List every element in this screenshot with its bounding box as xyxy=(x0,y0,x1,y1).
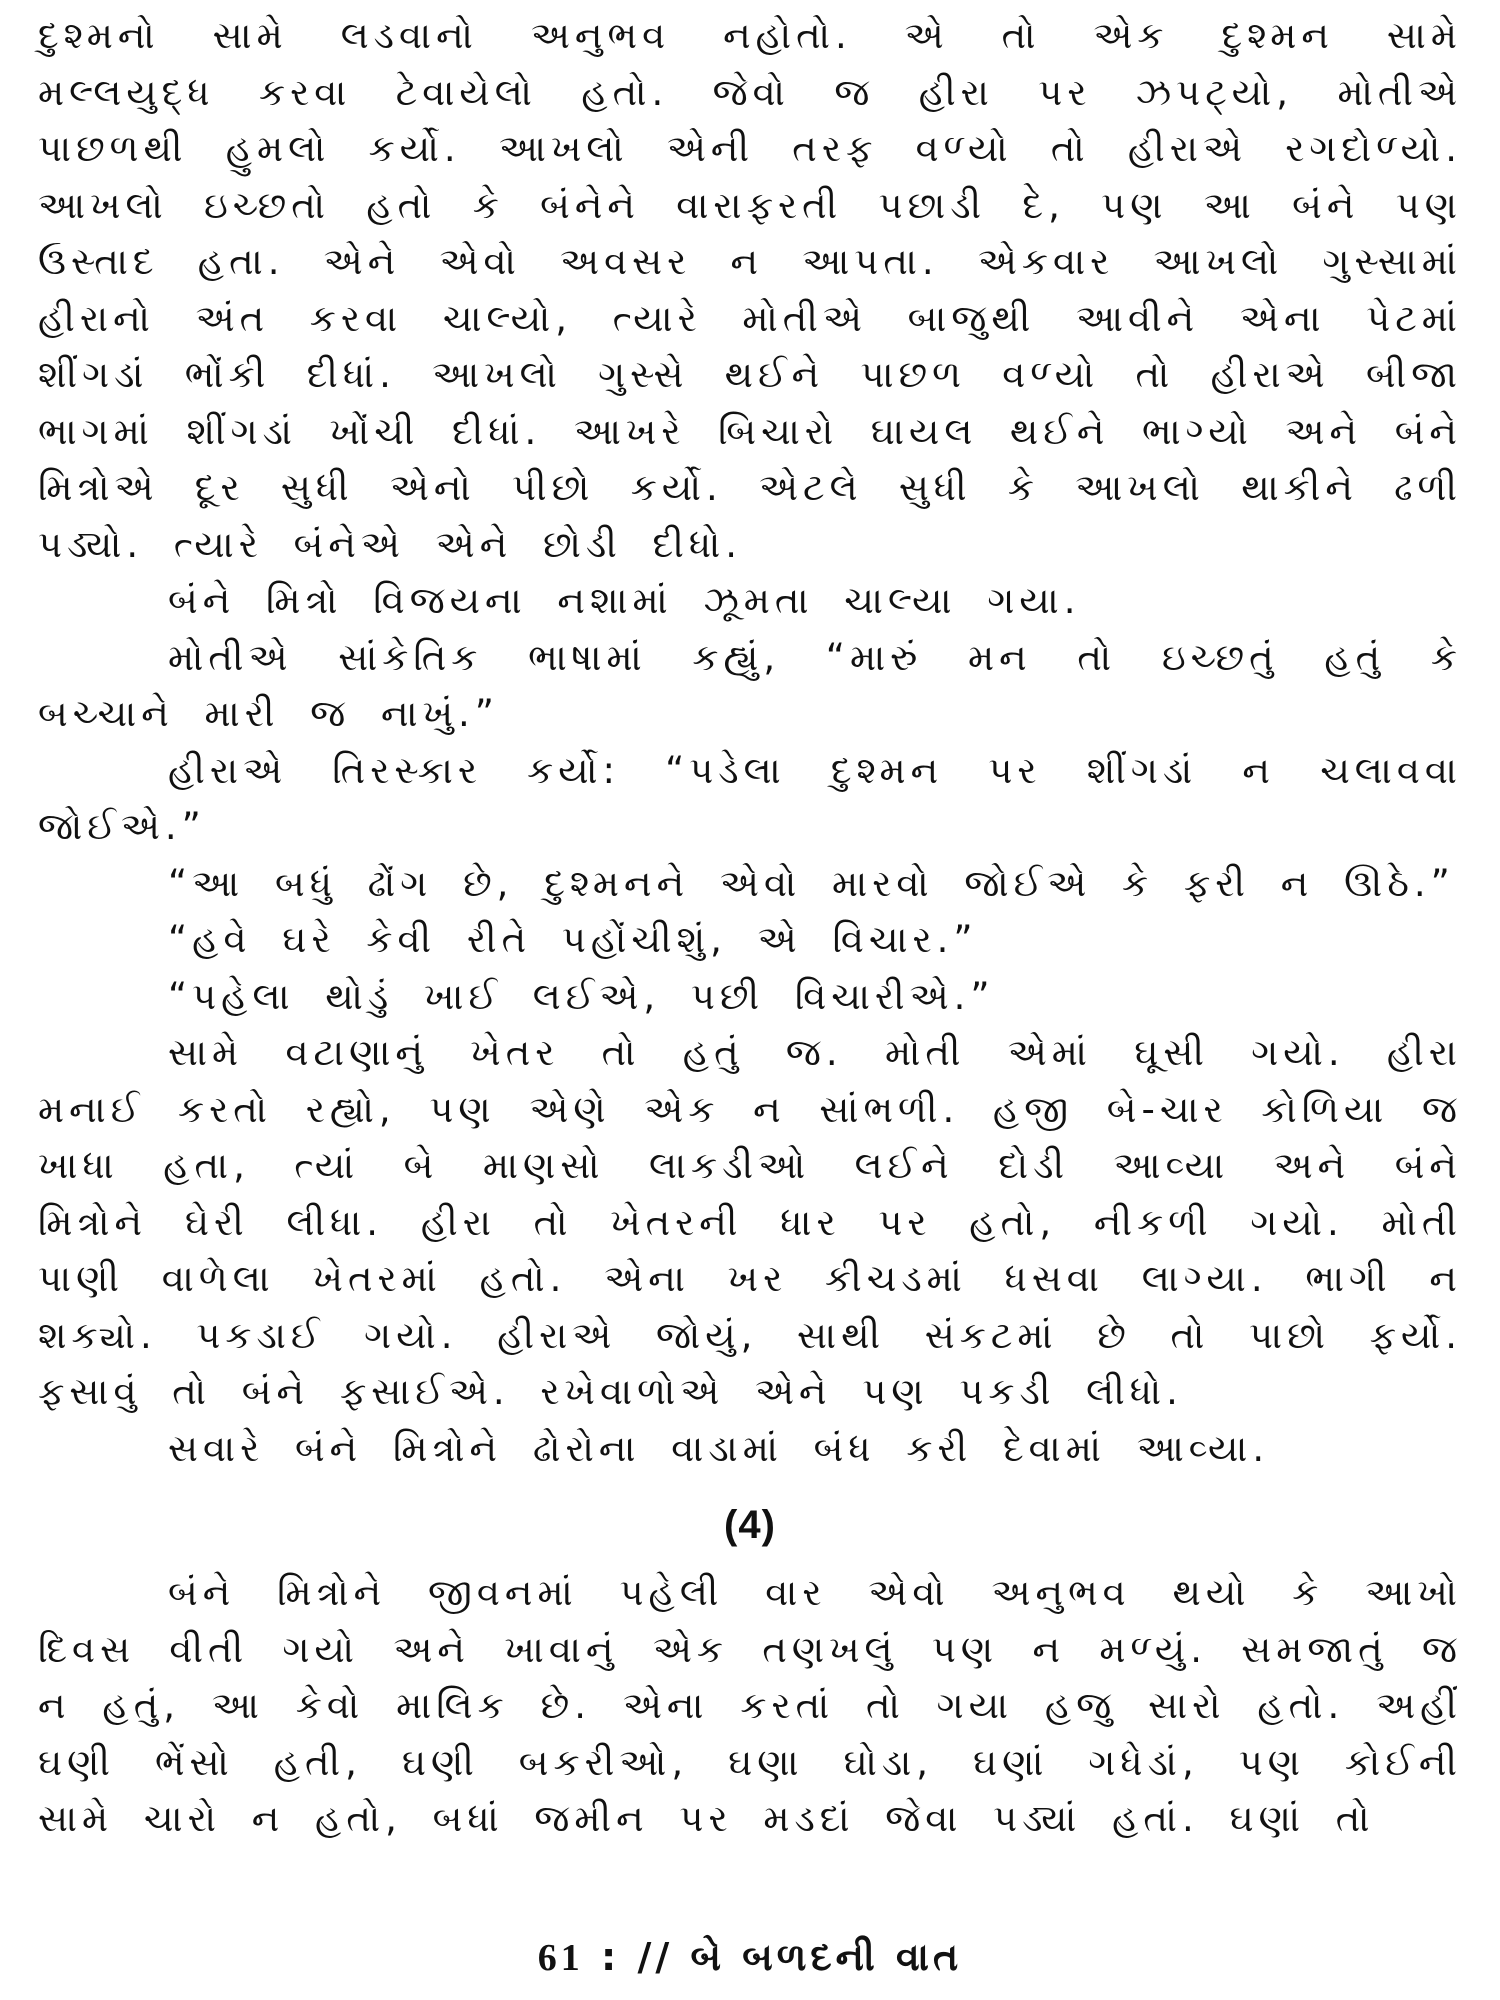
paragraph-4: હીરાએ તિરસ્કાર કર્યો: “પડેલા દુશ્મન પર શીંગડાં ન ચલાવવા જોઈએ.” xyxy=(38,748,1462,848)
book-title: બે બળદની વાત xyxy=(690,1935,963,1979)
paragraph-2: બંને મિત્રો વિજયના નશામાં ઝૂમતા ચાલ્યા ગયા. xyxy=(168,579,1081,622)
page-body xyxy=(38,8,1462,1848)
paragraph-1: દુશ્મનો સામે લડવાનો અનુભવ નહોતો. એ તો એક દુશ્મન સામે મલ્લયુદ્ધ કરવા ટેવાયેલો હતો. જેવો જ હીરા પર ઝપટ્યો, મોતીએ પાછળથી હુમલો કર્યો. આખલો એની તરફ વળ્યો તો હીરાએ રગદોળ્યો. આખલો ઇચ્છતો હતો કે બંનેને વારાફરતી પછાડી દે, પણ આ બંને પણ ઉસ્તાદ હતા. એને એવો અવસર ન આપતા. એકવાર આખલો ગુસ્સામાં હીરાનો અંત કરવા ચાલ્યો, ત્યારે મોતીએ બાજુથી આવીને એના પેટમાં શીંગડાં ભોંકી દીધાં. આખલો ગુસ્સે થઈને પાછળ વળ્યો તો હીરાએ બીજા ભાગમાં શીંગડાં ખોંચી દીધાં. આખરે બિચારો ઘાયલ થઈને ભાગ્યો અને બંને મિત્રોએ દૂર સુધી એનો પીછો કર્યો. એટલે સુધી કે આખલો થાકીને ઢળી પડ્યો. ત્યારે બંનેએ એને છોડી દીધો. xyxy=(38,14,1462,566)
dialog-line-3: “પહેલા થોડું ખાઈ લઈએ, પછી વિચારીએ.” xyxy=(168,974,995,1018)
page-footer xyxy=(0,1935,1500,1980)
section-paragraph-1: બંને મિત્રોને જીવનમાં પહેલી વાર એવો અનુભવ થયો કે આખો દિવસ વીતી ગયો અને ખાવાનું એક તણખલું પણ ન મળ્યું. સમજાતું જ ન હતું, આ કેવો માલિક છે. એના કરતાં તો ગયા હજુ સારો હતો. અહીં ઘણી ભેંસો હતી, ઘણી બકરીઓ, ઘણા ઘોડા, ઘણાં ગધેડાં, પણ કોઈની સામે ચારો ન હતો, બધાં જમીન પર મડદાં જેવા પડ્યાં હતાં. ઘણાં તો xyxy=(38,1571,1462,1840)
dialog-line-1: “આ બધું ઢોંગ છે, દુશ્મનને એવો મારવો જોઈએ કે ફરી ન ઊઠે.” xyxy=(168,861,1455,905)
paragraph-6: સવારે બંને મિત્રોને ઢોરોના વાડામાં બંધ કરી દેવામાં આવ્યા. xyxy=(168,1426,1270,1470)
paragraph-5: સામે વટાણાનું ખેતર તો હતું જ. મોતી એમાં ઘૂસી ગયો. હીરા મનાઈ કરતો રહ્યો, પણ એણે એક ન સાંભળી. હજી બે-ચાર કોળિયા જ ખાધા હતા, ત્યાં બે માણસો લાકડીઓ લઈને દોડી આવ્યા અને બંને મિત્રોને ઘેરી લીધા. હીરા તો ખેતરની ધાર પર હતો, નીકળી ગયો. મોતી પાણી વાળેલા ખેતરમાં હતો. એના ખર કીચડમાં ધસવા લાગ્યા. ભાગી ન શક્યો. પકડાઈ ગયો. હીરાએ જોયું, સાથી સંકટમાં છે તો પાછો ફર્યો. ફસાવું તો બંને ફસાઈએ. રખેવાળોએ એને પણ પકડી લીધો. xyxy=(38,1031,1462,1413)
dialog-line-2: “હવે ઘરે કેવી રીતે પહોંચીશું, એ વિચાર.” xyxy=(168,918,978,961)
paragraph-3: મોતીએ સાંકેતિક ભાષામાં કહ્યું, “મારું મન તો ઇચ્છતું હતું કે બચ્ચાને મારી જ નાખું.” xyxy=(38,635,1462,735)
footer-separator: : // xyxy=(601,1935,674,1979)
section-number: (4) xyxy=(724,1503,776,1547)
page-number: 61 xyxy=(537,1937,584,1979)
